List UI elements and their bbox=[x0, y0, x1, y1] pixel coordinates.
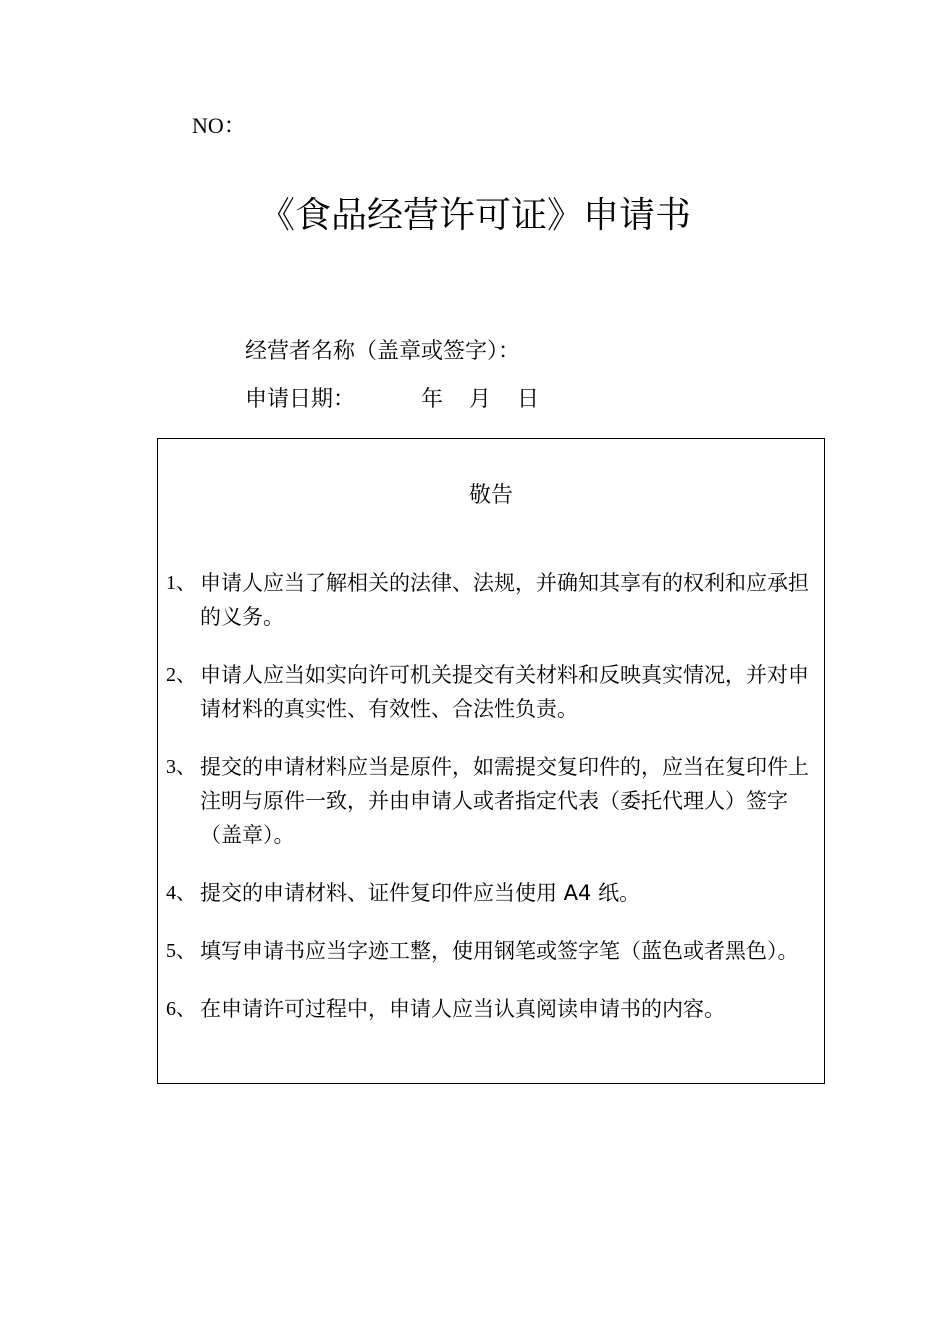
notice-item bbox=[166, 992, 816, 1026]
notice-item-number: 2、 bbox=[166, 664, 196, 686]
notice-item-text: 申请人应当了解相关的法律、法规，并确知其享有的权利和应承担的义务。 bbox=[200, 571, 809, 629]
application-date-row bbox=[245, 385, 539, 415]
notice-item bbox=[166, 876, 816, 910]
notice-item-number: 3、 bbox=[166, 756, 196, 778]
date-month-label: 月 bbox=[469, 387, 492, 412]
notice-item-text: 申请人应当如实向许可机关提交有关材料和反映真实情况，并对申请材料的真实性、有效性、合法性负责。 bbox=[200, 663, 809, 721]
notice-item-text: 提交的申请材料、证件复印件应当使用 A4 纸。 bbox=[200, 881, 641, 905]
notice-item-text: 在申请许可过程中，申请人应当认真阅读申请书的内容。 bbox=[200, 997, 725, 1021]
notice-box bbox=[157, 438, 825, 1084]
application-date-label: 申请日期： bbox=[245, 387, 356, 412]
notice-item bbox=[166, 566, 816, 634]
notice-item-number: 1、 bbox=[166, 572, 196, 594]
notice-heading: 敬告 bbox=[468, 483, 513, 508]
document-number-label: NO： bbox=[192, 113, 246, 138]
notice-item-number: 6、 bbox=[166, 998, 196, 1020]
notice-item bbox=[166, 750, 816, 852]
date-year-label: 年 bbox=[421, 387, 444, 412]
notice-item bbox=[166, 658, 816, 726]
notice-list bbox=[166, 566, 816, 1026]
date-day-label: 日 bbox=[517, 387, 540, 412]
notice-item-text: 提交的申请材料应当是原件，如需提交复印件的，应当在复印件上注明与原件一致，并由申请人或者指定代表（委托代理人）签字（盖章）。 bbox=[200, 755, 809, 847]
notice-item-text: 填写申请书应当字迹工整，使用钢笔或签字笔（蓝色或者黑色）。 bbox=[200, 939, 799, 963]
operator-name-label: 经营者名称（盖章或签字）： bbox=[245, 339, 521, 364]
notice-item bbox=[166, 934, 816, 968]
notice-item-number: 5、 bbox=[166, 940, 196, 962]
notice-item-number: 4、 bbox=[166, 882, 196, 904]
page-title: 《食品经营许可证》申请书 bbox=[258, 195, 691, 236]
